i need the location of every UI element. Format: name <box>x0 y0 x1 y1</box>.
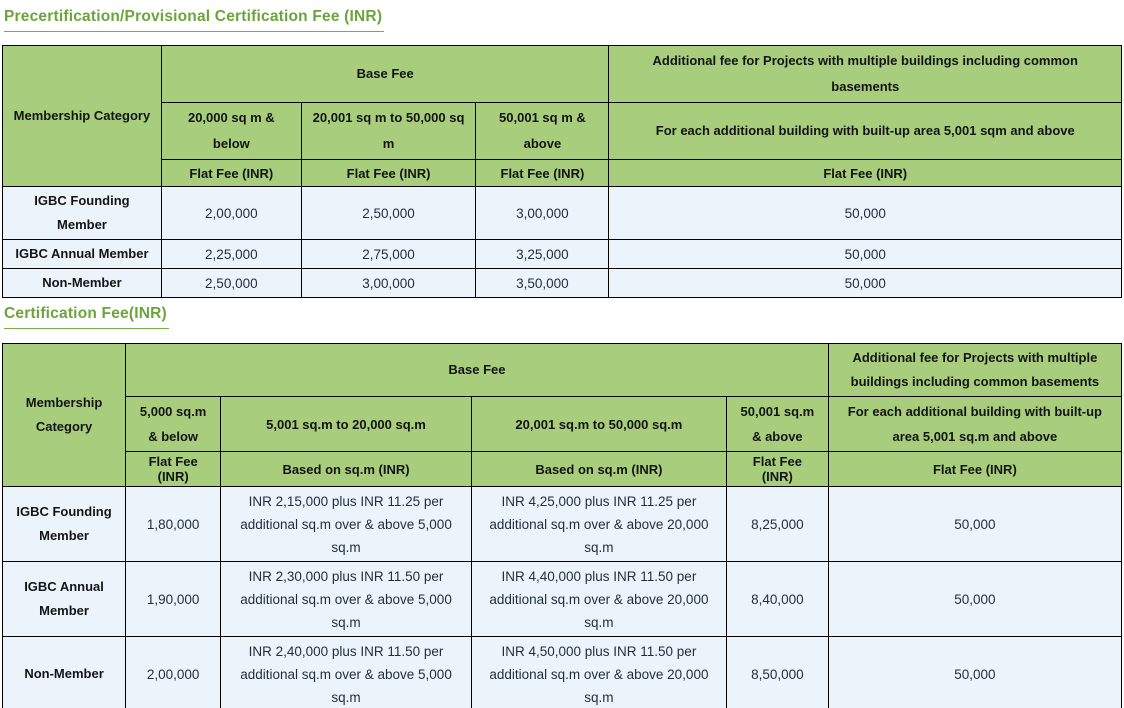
area-range-header: 20,001 sq.m to 50,000 sq.m <box>471 397 726 452</box>
area-range-header: 5,000 sq.m & below <box>126 397 221 452</box>
fee-formula-cell: INR 4,50,000 plus INR 11.50 per additional sq.m over & above 20,000 sq.m <box>471 637 726 708</box>
fee-cell: 50,000 <box>828 487 1121 562</box>
fee-cell: 3,25,000 <box>476 240 609 269</box>
fee-type-header: Flat Fee (INR) <box>476 160 609 187</box>
fee-cell: 8,25,000 <box>726 487 828 562</box>
fee-cell: 50,000 <box>609 187 1122 240</box>
base-fee-header: Base Fee <box>126 344 829 397</box>
fee-formula-cell: INR 4,25,000 plus INR 11.25 per additional sq.m over & above 20,000 sq.m <box>471 487 726 562</box>
area-range-header: 50,001 sq.m & above <box>726 397 828 452</box>
additional-fee-header: Additional fee for Projects with multiple buildings including common basements <box>828 344 1121 397</box>
fee-cell: 3,00,000 <box>301 269 476 298</box>
membership-category-cell: IGBC Founding Member <box>3 187 162 240</box>
fee-cell: 50,000 <box>828 562 1121 637</box>
fee-cell: 50,000 <box>609 269 1122 298</box>
fee-type-header: Flat Fee (INR) <box>161 160 301 187</box>
area-range-header: 20,001 sq m to 50,000 sq m <box>301 103 476 160</box>
table-row <box>3 269 1122 298</box>
membership-category-cell: Non-Member <box>3 637 126 708</box>
fee-cell: 50,000 <box>828 637 1121 708</box>
fee-cell: 3,00,000 <box>476 187 609 240</box>
fee-cell: 2,50,000 <box>161 269 301 298</box>
certification-fee-table <box>2 343 1122 708</box>
membership-category-header: Membership Category <box>3 344 126 487</box>
table-row <box>3 487 1122 562</box>
table-row <box>3 562 1122 637</box>
fee-formula-cell: INR 2,15,000 plus INR 11.25 per additional sq.m over & above 5,000 sq.m <box>221 487 472 562</box>
membership-category-cell: Non-Member <box>3 269 162 298</box>
fee-cell: 2,00,000 <box>126 637 221 708</box>
area-range-header: 20,000 sq m & below <box>161 103 301 160</box>
fee-cell: 2,25,000 <box>161 240 301 269</box>
additional-fee-header: Additional fee for Projects with multiple buildings including common basements <box>609 46 1122 103</box>
membership-category-cell: IGBC Annual Member <box>3 562 126 637</box>
additional-range-header: For each additional building with built-up area 5,001 sqm and above <box>609 103 1122 160</box>
additional-range-header: For each additional building with built-up area 5,001 sq.m and above <box>828 397 1121 452</box>
area-range-header: 5,001 sq.m to 20,000 sq.m <box>221 397 472 452</box>
fee-type-header: Flat Fee (INR) <box>126 452 221 487</box>
precertification-fee-table <box>2 45 1122 298</box>
certification-section-title: Certification Fee(INR) <box>4 305 169 329</box>
fee-type-header: Flat Fee (INR) <box>609 160 1122 187</box>
fee-formula-cell: INR 2,40,000 plus INR 11.50 per additional sq.m over & above 5,000 sq.m <box>221 637 472 708</box>
membership-category-header: Membership Category <box>3 46 162 187</box>
fee-type-header: Flat Fee (INR) <box>301 160 476 187</box>
base-fee-header: Base Fee <box>161 46 609 103</box>
fee-type-header: Flat Fee (INR) <box>828 452 1121 487</box>
fee-cell: 2,75,000 <box>301 240 476 269</box>
fee-cell: 8,40,000 <box>726 562 828 637</box>
precertification-section-title: Precertification/Provisional Certification Fee (INR) <box>4 8 384 32</box>
fee-cell: 3,50,000 <box>476 269 609 298</box>
fee-type-header: Based on sq.m (INR) <box>221 452 472 487</box>
fee-cell: 50,000 <box>609 240 1122 269</box>
fee-cell: 1,80,000 <box>126 487 221 562</box>
area-range-header: 50,001 sq m & above <box>476 103 609 160</box>
fee-cell: 2,00,000 <box>161 187 301 240</box>
fee-cell: 2,50,000 <box>301 187 476 240</box>
fee-type-header: Flat Fee (INR) <box>726 452 828 487</box>
fee-cell: 1,90,000 <box>126 562 221 637</box>
table-row <box>3 187 1122 240</box>
table-row <box>3 637 1122 708</box>
fee-formula-cell: INR 2,30,000 plus INR 11.50 per additional sq.m over & above 5,000 sq.m <box>221 562 472 637</box>
fee-cell: 8,50,000 <box>726 637 828 708</box>
fee-type-header: Based on sq.m (INR) <box>471 452 726 487</box>
fee-formula-cell: INR 4,40,000 plus INR 11.50 per additional sq.m over & above 20,000 sq.m <box>471 562 726 637</box>
table-row <box>3 240 1122 269</box>
membership-category-cell: IGBC Founding Member <box>3 487 126 562</box>
membership-category-cell: IGBC Annual Member <box>3 240 162 269</box>
